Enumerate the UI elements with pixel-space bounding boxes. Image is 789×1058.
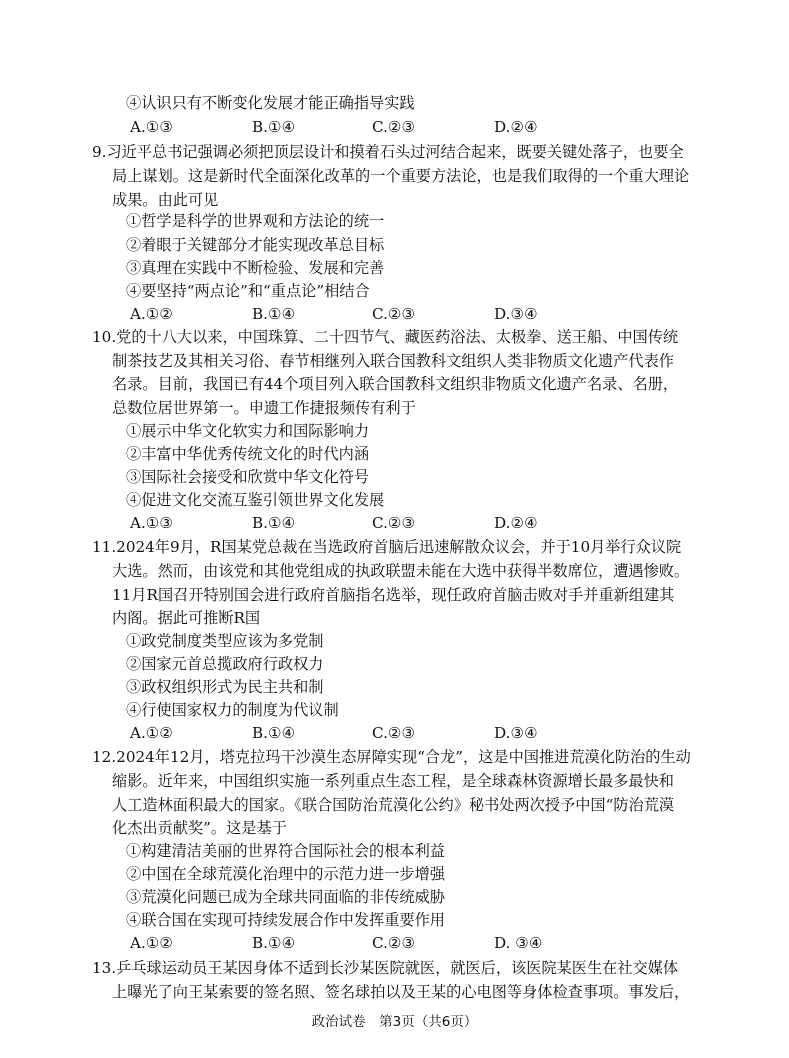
q9-choice-d: D.③④ [494, 305, 538, 323]
q10-choice-d: D.②④ [494, 514, 538, 532]
q11-choice-a: A.①② [130, 724, 174, 742]
q11-stem-line-4: 内阁。据此可推断R国 [112, 609, 261, 627]
q9-stem-line-3: 成果。由此可见 [112, 191, 219, 209]
q12-option-2: ②中国在全球荒漠化治理中的示范力进一步增强 [126, 865, 445, 883]
q10-choice-c: C.②③ [372, 514, 416, 532]
q12-choice-c: C.②③ [372, 934, 416, 952]
q9-option-2: ②着眼于关键部分才能实现改革总目标 [126, 236, 385, 254]
q10-stem-line-2: 制茶技艺及其相关习俗、春节相继列入联合国教科文组织人类非物质文化遗产代表作 [112, 352, 674, 370]
q11-choice-d: D.③④ [494, 724, 538, 742]
q10-choice-b: B.①④ [252, 514, 296, 532]
q9-choice-b: B.①④ [252, 305, 296, 323]
q9-option-3: ③真理在实践中不断检验、发展和完善 [126, 259, 385, 277]
q8-choice-b: B.①④ [252, 118, 296, 136]
q11-stem-line-3: 11月R国召开特别国会进行政府首脑指名选举，现任政府首脑击败对手并重新组建其 [112, 586, 675, 604]
q9-stem-line-2: 局上谋划。这是新时代全面深化改革的一个重要方法论，也是我们取得的一个重大理论 [112, 167, 690, 185]
q11-choice-c: C.②③ [372, 724, 416, 742]
q8-choice-d: D.②④ [494, 118, 538, 136]
q10-option-2: ②丰富中华优秀传统文化的时代内涵 [126, 445, 369, 463]
q11-stem-line-1: 11.2024年9月，R国某党总裁在当选政府首脑后迅速解散众议会，并于10月举行众议院 [92, 538, 682, 556]
q12-stem-line-4: 化杰出贡献奖”。这是基于 [112, 819, 287, 837]
q9-choice-a: A.①② [130, 305, 174, 323]
q10-stem-line-3: 名录。目前，我国已有44个项目列入联合国教科文组织非物质文化遗产名录、名册， [112, 375, 679, 393]
q8-choice-a: A.①③ [130, 118, 174, 136]
q8-option-4: ④认识只有不断变化发展才能正确指导实践 [126, 94, 415, 112]
page-footer: 政治试卷 第3页（共6页） [311, 1014, 478, 1030]
q12-stem-line-3: 人工造林面积最大的国家。《联合国防治荒漠化公约》秘书处两次授予中国“防治荒漠 [112, 796, 675, 814]
q11-option-4: ④行使国家权力的制度为代议制 [126, 701, 339, 719]
q10-option-3: ③国际社会接受和欣赏中华文化符号 [126, 468, 369, 486]
q9-stem-line-1: 9.习近平总书记强调必须把顶层设计和摸着石头过河结合起来，既要关键处落子，也要全 [92, 143, 684, 161]
q12-stem-line-1: 12.2024年12月，塔克拉玛干沙漠生态屏障实现“合龙”，这是中国推进荒漠化防治的生动 [92, 748, 691, 766]
q10-stem-line-4: 总数位居世界第一。申遗工作捷报频传有利于 [112, 399, 416, 417]
q10-option-1: ①展示中华文化软实力和国际影响力 [126, 422, 369, 440]
q12-choice-d: D. ③④ [494, 934, 543, 952]
q10-option-4: ④促进文化交流互鉴引领世界文化发展 [126, 491, 385, 509]
q11-option-3: ③政权组织形式为民主共和制 [126, 678, 324, 696]
q12-option-3: ③荒漠化问题已成为全球共同面临的非传统威胁 [126, 888, 445, 906]
q9-choice-c: C.②③ [372, 305, 416, 323]
q12-choice-a: A.①② [130, 934, 174, 952]
q12-option-4: ④联合国在实现可持续发展合作中发挥重要作用 [126, 911, 445, 929]
q11-option-1: ①政党制度类型应该为多党制 [126, 632, 324, 650]
q13-stem-line-1: 13.乒乓球运动员王某因身体不适到长沙某医院就医，就医后，该医院某医生在社交媒体 [92, 959, 679, 977]
q13-stem-line-2: 上曝光了向王某索要的签名照、签名球拍以及王某的心电图等身体检查事项。事发后， [112, 983, 690, 1001]
q8-choice-c: C.②③ [372, 118, 416, 136]
q12-stem-line-2: 缩影。近年来，中国组织实施一系列重点生态工程，是全球森林资源增长最多最快和 [112, 772, 674, 790]
q9-option-4: ④要坚持“两点论”和“重点论”相结合 [126, 282, 370, 300]
q11-stem-line-2: 大选。然而，由该党和其他党组成的执政联盟未能在大选中获得半数席位，遭遇惨败。 [112, 562, 690, 580]
q12-choice-b: B.①④ [252, 934, 296, 952]
q9-option-1: ①哲学是科学的世界观和方法论的统一 [126, 212, 385, 230]
q11-choice-b: B.①④ [252, 724, 296, 742]
q10-choice-a: A.①③ [130, 514, 174, 532]
q10-stem-line-1: 10.党的十八大以来，中国珠算、二十四节气、藏医药浴法、太极拳、送王船、中国传统 [92, 328, 679, 346]
q11-option-2: ②国家元首总揽政府行政权力 [126, 655, 324, 673]
q12-option-1: ①构建清洁美丽的世界符合国际社会的根本利益 [126, 842, 445, 860]
